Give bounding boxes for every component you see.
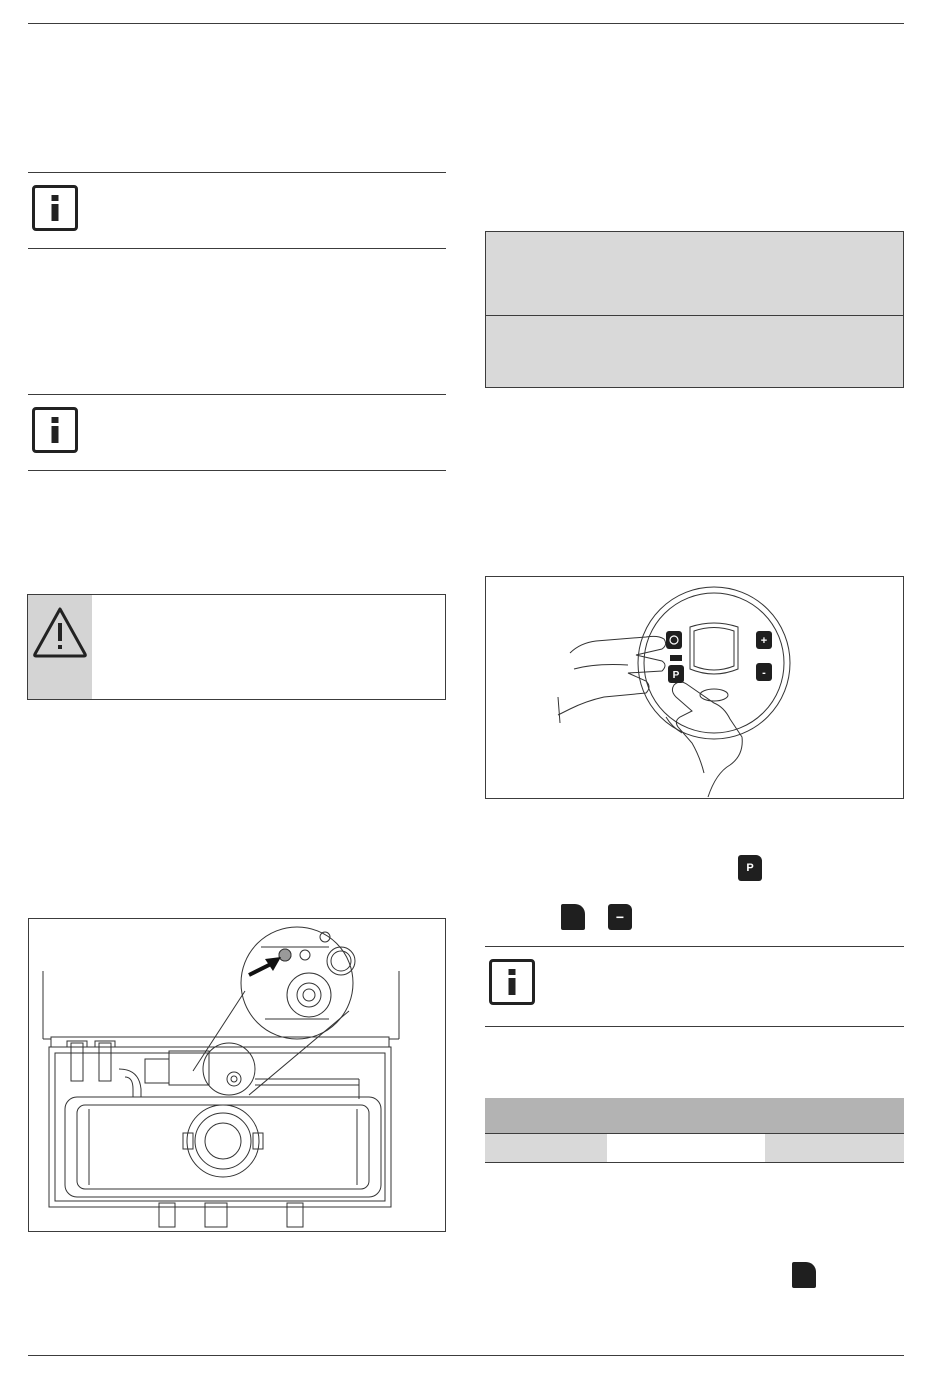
data-table-cell-3 [765, 1133, 904, 1162]
grey-table-1 [485, 231, 904, 388]
data-table-cell-2 [607, 1133, 765, 1162]
info-note-1 [28, 172, 446, 249]
boiler-drawing [29, 919, 445, 1231]
info-note-2 [28, 394, 446, 471]
footer-rule [28, 1355, 904, 1356]
table-row-divider [486, 315, 903, 316]
info-icon [32, 407, 78, 453]
warning-triangle-icon [32, 605, 88, 659]
minus-key-icon [608, 904, 632, 930]
data-table-header-rule [485, 1133, 904, 1134]
p-key-label: P [746, 862, 754, 874]
boiler-figure [28, 918, 446, 1232]
data-table [485, 1098, 904, 1164]
svg-text:P: P [672, 670, 680, 681]
data-table-bottom-rule [485, 1162, 904, 1163]
minus-key-label: − [615, 909, 625, 925]
svg-text:+: + [760, 635, 768, 647]
blank-key-icon [561, 904, 585, 930]
data-table-header [485, 1098, 904, 1133]
blank-key-icon [792, 1262, 816, 1288]
header-rule [28, 23, 904, 24]
controller-figure [485, 576, 904, 799]
warning-note [27, 594, 446, 700]
info-icon [489, 959, 535, 1005]
svg-text:-: - [762, 667, 766, 679]
p-key-icon [738, 855, 762, 881]
info-note-3 [485, 946, 904, 1027]
data-table-cell-1 [485, 1133, 607, 1162]
controller-drawing [486, 577, 903, 798]
info-icon [32, 185, 78, 231]
